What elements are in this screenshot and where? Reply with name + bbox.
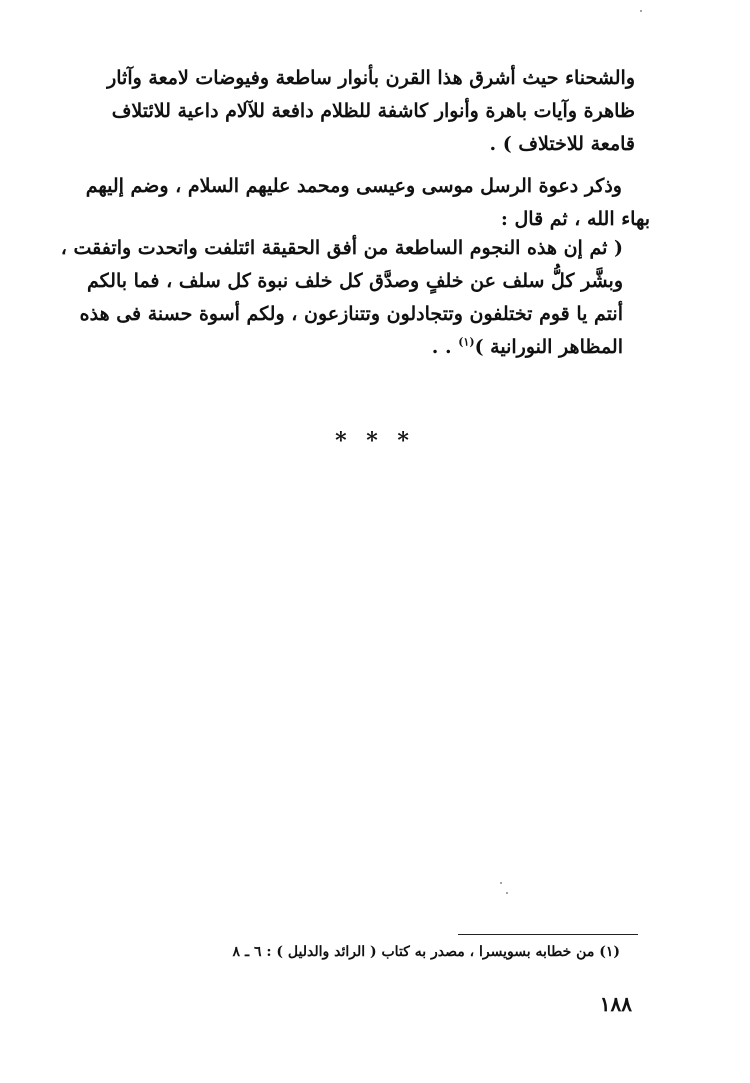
text-line: وبشَّر كلُّ سلف عن خلفٍ وصدَّق كل خلف نبوة كل سلف ، فما بالكم	[87, 270, 623, 292]
page-number: ١٨٨	[599, 992, 632, 1016]
text-line: أنتم يا قوم تختلفون وتتجادلون وتتنازعون ، ولكم أسوة حسنة فى هذه	[79, 303, 623, 325]
text-line: ظاهرة وآيات باهرة وأنوار كاشفة للظلام دافعة للآلام داعية للائتلاف	[111, 100, 635, 122]
scan-speck	[506, 892, 508, 894]
quote-closing-text: المظاهر النورانية )	[474, 336, 623, 358]
paragraph-narration	[85, 170, 650, 236]
paragraph-quotation	[60, 232, 623, 364]
scan-speck	[640, 10, 642, 12]
paragraph-continuation	[85, 62, 635, 161]
text-line: وذكر دعوة الرسل موسى وعيسى ومحمد عليهم السلام ، وضم إليهم	[85, 175, 622, 197]
footnote-text: (١) من خطابه بسويسرا ، مصدر به كتاب ( الرائد والدليل ) : ٦ ـ ٨	[232, 944, 620, 960]
text-line-last	[85, 331, 623, 364]
section-separator: * * *	[335, 428, 415, 454]
text-line: ( ثم إن هذه النجوم الساطعة من أفق الحقيقة ائتلفت واتحدت واتفقت ،	[60, 237, 623, 259]
scan-speck	[500, 882, 502, 884]
text-line: والشحناء حيث أشرق هذا القرن بأنوار ساطعة وفيوضات لامعة وآثار	[107, 67, 635, 89]
quote-end-dots: . .	[431, 336, 459, 358]
text-line: بهاء الله ، ثم قال :	[500, 208, 650, 230]
text-line: قامعة للاختلاف ) .	[489, 133, 635, 155]
footnote-marker: (١)	[458, 335, 475, 349]
footnote-divider	[458, 934, 638, 935]
